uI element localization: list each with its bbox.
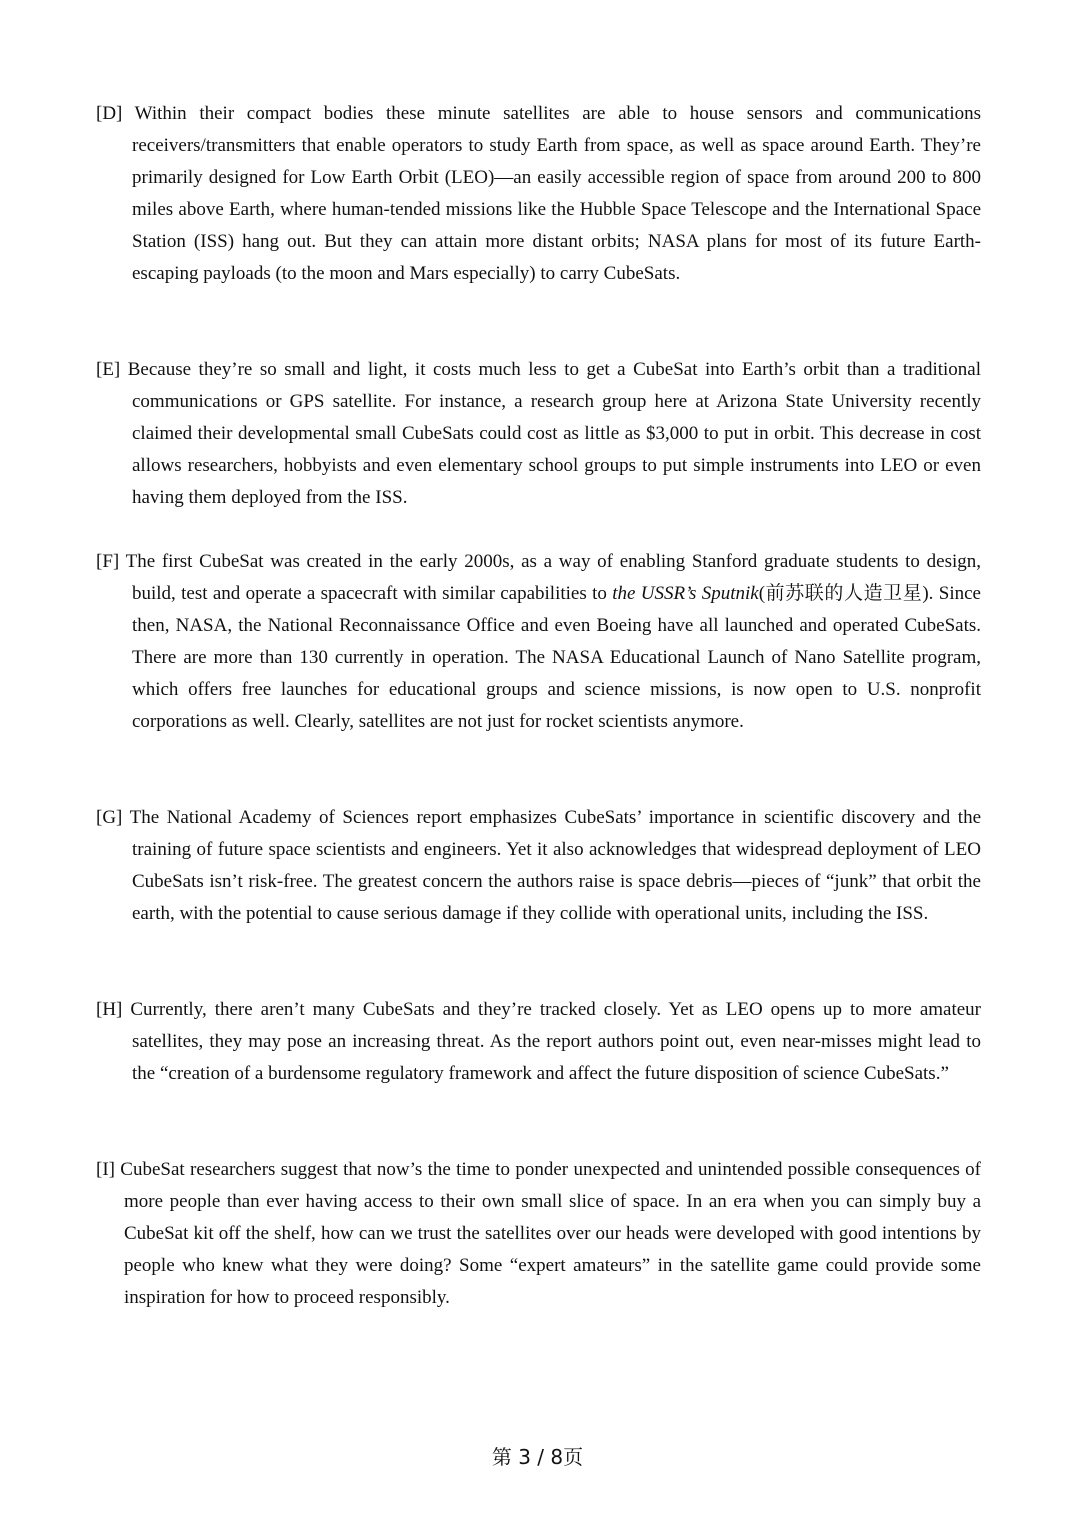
paragraph-f-text-end: (前苏联的人造卫星). Since then, NASA, the National Reconnaissance Office and even Boeing have all launched and operated CubeSats. There are more than 130 currently in operation. The NASA Educational Launch of Nano Satellite program, which offers free launches for educational groups and science missions, is now open to U.S. nonprofit corporations as well. Clearly, satellites are not just for rocket scientists anymore.	[132, 583, 981, 732]
paragraph-h: [H] Currently, there aren’t many CubeSats and they’re tracked closely. Yet as LEO opens up to more amateur satellites, they may pose an increasing threat. As the report authors point out, even near-misses might lead to the “creation of a burdensome regulatory framework and affect the future disposition of science CubeSats.”	[96, 999, 981, 1084]
paragraph-f-text-start: [F] The first CubeSat was created in the early 2000s, as a way of enabling Stanford graduate students to design, build, test and operate a spacecraft with similar capabilities to	[96, 551, 981, 604]
paragraph-i: [I] CubeSat researchers suggest that now’s the time to ponder unexpected and unintended possible consequences of more people than ever having access to their own small slice of space. In an era when you can simply buy a CubeSat kit off the shelf, how can we trust the satellites over our heads were developed with good intentions by people who knew what they were doing? Some “expert amateurs” in the satellite game could provide some inspiration for how to proceed responsibly.	[96, 1159, 981, 1308]
paragraph-e: [E] Because they’re so small and light, it costs much less to get a CubeSat into Earth’s orbit than a traditional communications or GPS satellite. For instance, a research group here at Arizona State University recently claimed their developmental small CubeSats could cost as little as $3,000 to put in orbit. This decrease in cost allows researchers, hobbyists and even elementary school groups to put simple instruments into LEO or even having them deployed from the ISS.	[96, 359, 981, 508]
paragraph-f	[96, 546, 981, 738]
page-number-footer: 第 3 / 8页	[491, 1445, 584, 1469]
paragraph-g: [G] The National Academy of Sciences report emphasizes CubeSats’ importance in scientific discovery and the training of future space scientists and engineers. Yet it also acknowledges that widespread deployment of LEO CubeSats isn’t risk-free. The greatest concern the authors raise is space debris—pieces of “junk” that orbit the earth, with the potential to cause serious damage if they collide with operational units, including the ISS.	[96, 807, 981, 924]
paragraph-f-italic-term: the USSR’s Sputnik	[612, 583, 759, 604]
paragraph-d: [D] Within their compact bodies these minute satellites are able to house sensors and communications receivers/transmitters that enable operators to study Earth from space, as well as space around Earth. They’re primarily designed for Low Earth Orbit (LEO)—an easily accessible region of space from around 200 to 800 miles above Earth, where human-tended missions like the Hubble Space Telescope and the International Space Station (ISS) hang out. But they can attain more distant orbits; NASA plans for most of its future Earth-escaping payloads (to the moon and Mars especially) to carry CubeSats.	[96, 103, 981, 284]
